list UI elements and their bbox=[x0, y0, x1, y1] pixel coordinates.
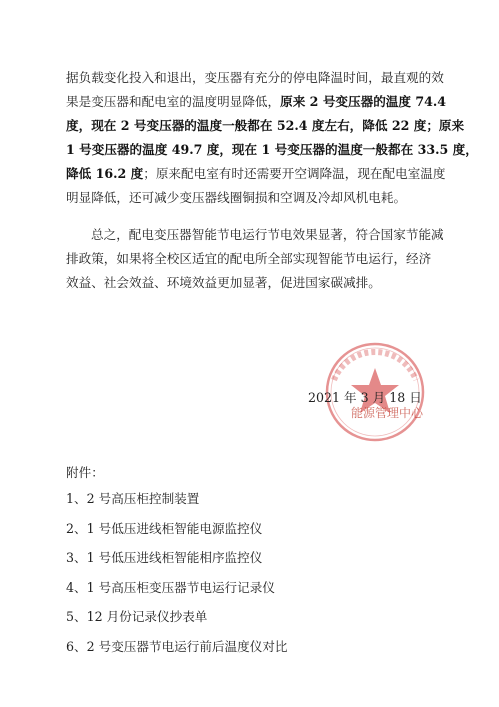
bold-text-segment: 度，现在 2 号变压器的温度一般都在 52.4 度左右，降低 22 度；原来 bbox=[66, 118, 465, 133]
text-segment: 果是变压器和配电室的温度明显降低， bbox=[66, 94, 281, 109]
paragraph-line bbox=[66, 186, 444, 210]
paragraph-line bbox=[66, 90, 447, 114]
text-segment: ；原来配电室有时还需要开空调降温，现在配电室温度 bbox=[143, 166, 446, 181]
paragraph-line: 总之，配电变压器智能节电运行节电效果显著，符合国家节能减 bbox=[91, 227, 444, 242]
text-segment: 明显降低，还可减少变压器线圈铜损和空调及冷却风机电耗。 bbox=[66, 190, 407, 205]
paragraph-line: 排政策，如果将全校区适宜的配电所全部实现智能节电运行，经济 bbox=[66, 251, 432, 266]
paragraph-line bbox=[66, 162, 444, 186]
paragraph-results bbox=[66, 66, 478, 210]
attachment-item: 1、2 号高压柜控制装置 bbox=[66, 491, 200, 506]
paragraph-line: 效益、社会效益、环境效益更加显著，促进国家碳减排。 bbox=[66, 275, 381, 290]
attachment-item: 3、1 号低压进线柜智能相序监控仪 bbox=[66, 550, 263, 566]
paragraph-conclusion bbox=[66, 223, 444, 295]
paragraph-line bbox=[66, 114, 465, 138]
attachment-item: 4、1 号高压柜变压器节电运行记录仪 bbox=[66, 579, 275, 595]
attachments-list bbox=[66, 490, 288, 668]
attachment-item: 6、2 号变压器节电运行前后温度仪对比 bbox=[66, 638, 288, 654]
signature-department: 能源管理中心 bbox=[351, 406, 424, 420]
attachment-item: 5、12 月份记录仪抄表单 bbox=[66, 609, 208, 625]
bold-text-segment: 降低 16.2 度 bbox=[66, 166, 144, 181]
text-segment: 据负载变化投入和退出，变压器有充分的停电降温时间，最直观的效 bbox=[66, 70, 444, 85]
bold-text-segment: 1 号变压器的温度 49.7 度，现在 1 号变压器的温度一般都在 33.5 度， bbox=[66, 142, 478, 157]
paragraph-line bbox=[66, 138, 478, 162]
bold-text-segment: 原来 2 号变压器的温度 74.4 bbox=[280, 94, 447, 109]
attachments-heading: 附件： bbox=[66, 465, 104, 480]
attachment-item: 2、1 号低压进线柜智能电源监控仪 bbox=[66, 520, 263, 536]
signature-date: 2021 年 3 月 18 日 bbox=[308, 390, 422, 405]
paragraph-line bbox=[66, 66, 444, 90]
